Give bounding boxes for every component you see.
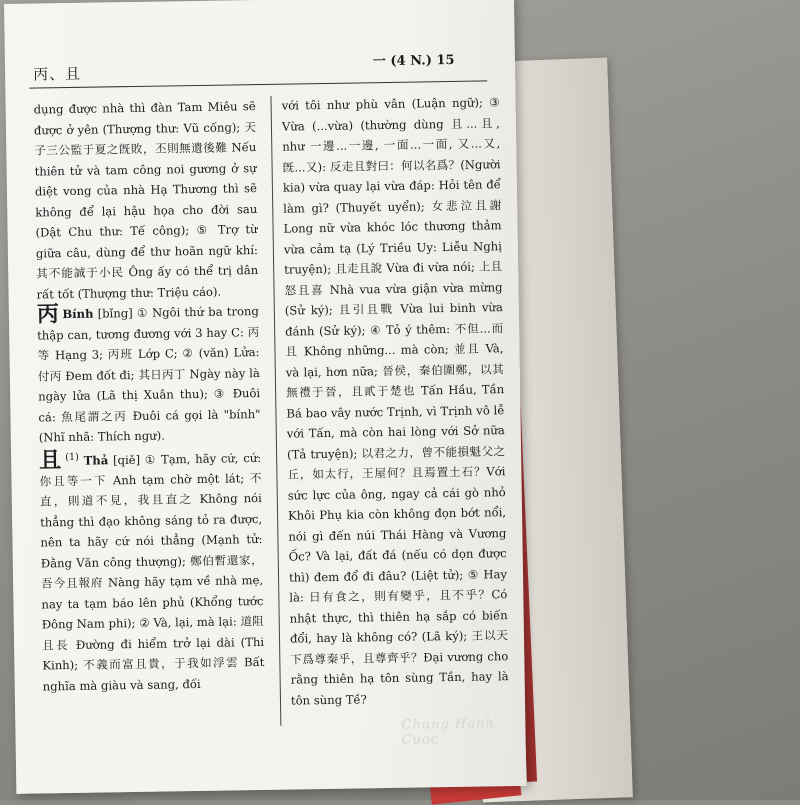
entry-binh: [37, 301, 261, 448]
column-divider: [270, 96, 281, 726]
entry-tha-definition: [qiě] ① Tạm, hãy cứ, cứ: 你且等一下 Anh tạm chờ một lát; 不直，則道不見，我且直之 Không nói thẳng thì đạo không sáng tỏ ra được, nên ta hãy cứ nói thẳng (Mạnh tử: Đằng Văn công thượng); 鄭伯暫還家，吾今且報府 Nàng hãy tạm về nhà mẹ, nay ta tạm báo lên phủ (Khổng tước Đông Nam phi); ② Và, lại, mà lại: 道阻且長 Đường đi hiểm trở lại dài (Thi Kinh); 不義而富且貴，于我如浮雲 Bất nghĩa mà giàu và sang, đối: [39, 450, 265, 694]
entry-tha: [39, 445, 265, 697]
entry-tha-headword: Thả: [83, 452, 109, 468]
entry-tha-continued: với tôi như phù vân (Luận ngữ); ③ Vừa (...vừa) (thường dùng 且...且, như 一邊...一邊, 一面...一面, 又...又, 旣...又): 反走且對曰：何以名爲？(Người kia) vừa quay lại vừa đáp: Hỏi tên để làm gì? (Thuyết uyển); 女悲泣且謝 Long nữ vừa khóc lóc thương thảm vừa cảm tạ (Lý Triều Uy: Liễu Nghị truyện); 且走且說 Vừa đi vừa nói; 上且怒且喜 Nhà vua vừa giận vừa mừng (Sử ký); 且引且戰 Vừa lui binh vừa đánh (Sử ký); ④ Tỏ ý thêm: 不但...而且 Không những... mà còn; 並且 Và, và lại, hơn nữa; 晉侯，秦伯圍鄭，以其無禮于晉，且貳于楚也 Tấn Hầu, Tần Bá bao vây nước Trịnh, vì Trịnh vô lễ với Tấn, mà còn hai lòng với Sở nữa (Tả truyện); 以君之力，曾不能損魁父之丘，如太行，王屋何？且焉置土石？Với sức lực của ông, ngay cả cái gò nhỏ Khôi Phụ kia còn không đọn bớt nổi, nói gì đến núi Thái Hàng và Vương Ốc? Và lại, đất đá (nếu có dọn được thì) đem đổ đi đâu? (Liệt tử); ⑤ Hay là: 日有食之，則有變乎，且不乎？Có nhật thực, thì thiên hạ sắp có biến đổi, hay là không có? (Lã ký); 王以天下爲尊秦乎，且尊齊乎？Đại vương cho rằng thiên hạ tôn sùng Tần, hay là tôn sùng Tề?: [281, 95, 509, 708]
entry-binh-headword: Bính: [62, 306, 94, 322]
right-column: [281, 92, 509, 710]
running-head: 丙、且: [32, 64, 82, 84]
dictionary-page: [4, 0, 526, 794]
page-number: 一 (4 N.) 15: [372, 52, 455, 70]
entry-binh-character: 丙: [36, 301, 60, 328]
entry-binh-definition: [bǐng] ① Ngôi thứ ba trong thập can, tương đương với 3 hay C: 丙等 Hạng 3; 丙班 Lớp C; ② (văn) Lửa: 付丙 Đem đốt đi; 其日丙丁 Ngày này là ngày lửa (Lã thị Xuân thu); ③ Đuôi cá: 魚尾謂之丙 Đuôi cá gọi là "bính" (Nhĩ nhã: Thích ngư).: [37, 304, 261, 445]
header-rule: [29, 80, 487, 88]
entry-tha-character: 且: [38, 447, 63, 474]
faded-watermark: Chung Hanh Cuoc: [401, 716, 495, 748]
left-column: [34, 96, 265, 697]
continued-entry-text: dụng được nhà thì đàn Tam Miêu sẽ được ở yên (Thượng thư: Vũ cống); 天子三公監于夏之旣敗，丕則無遺後難 Nếu thiên tử và tam công noi gương ở sự diệt vong của nhà Hạ Thương thì sẽ không để lại hậu họa cho đời sau (Dật Chu thư: Tế công); ⑤ Trợ từ giữa câu, dùng để thư hoãn ngữ khí: 其不能誠于小民 Ông ấy có thể trị dân rất tốt (Thượng thư: Triệu cáo).: [33, 99, 259, 302]
entry-tha-superscript: (1): [65, 451, 79, 463]
